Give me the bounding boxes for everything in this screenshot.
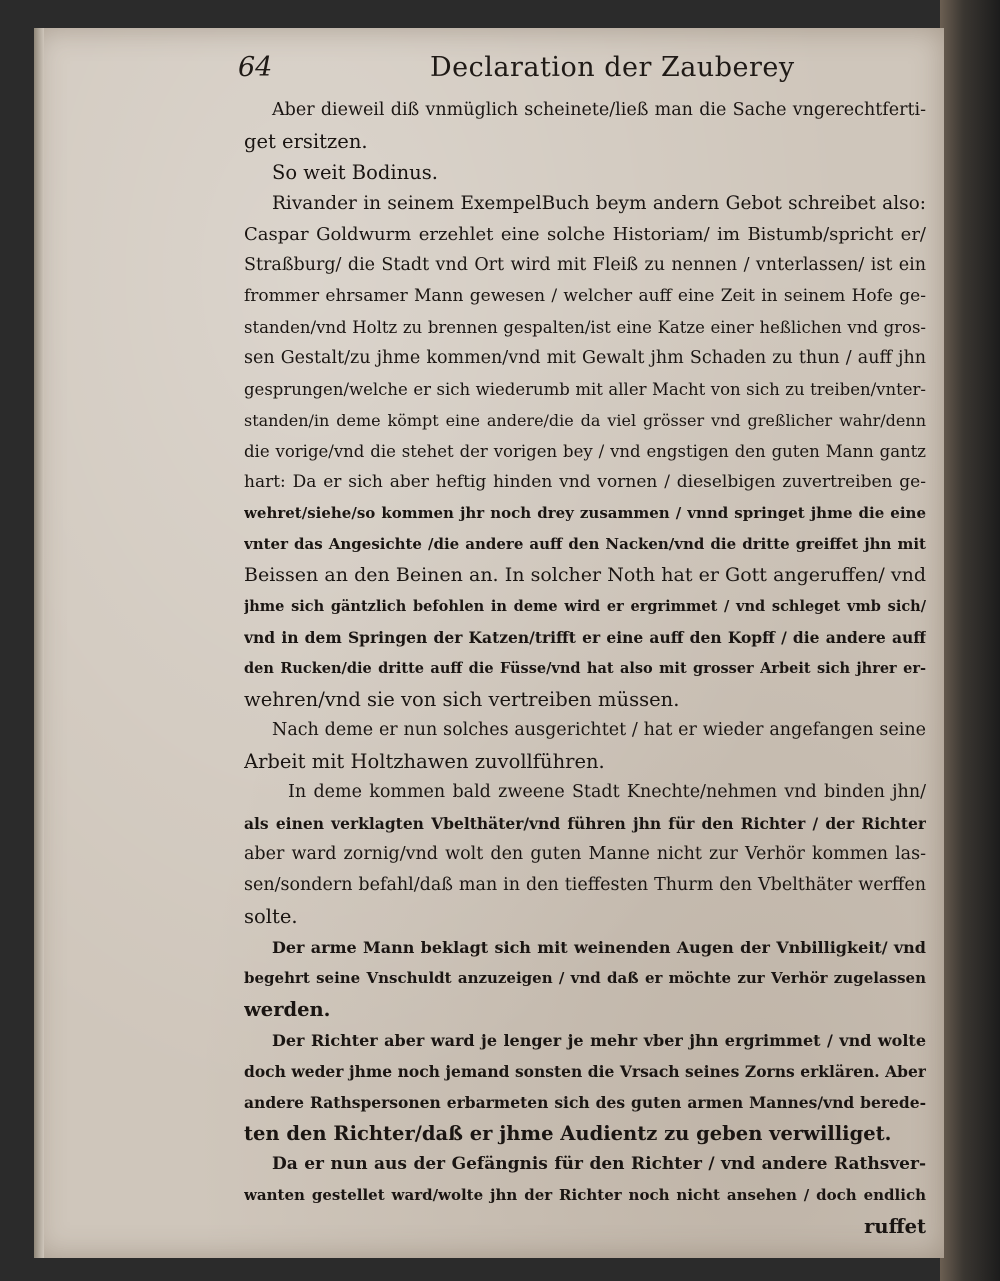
text-line: vnter das Angesichte /die andere auff den Nacken/vnd die dritte greiffet jhn mit [244, 535, 926, 553]
text-line: wehren/vnd sie von sich vertreiben müssen. [244, 688, 680, 711]
text-line: Rivander in seinem ExempelBuch beym andern Gebot schreibet also: [272, 193, 926, 214]
page-edge [34, 28, 44, 1258]
text-line: standen/in deme kömpt eine andere/die da viel grösser vnd greßlicher wahr/denn [244, 411, 926, 430]
text-line: doch weder jhme noch jemand sonsten die Vrsach seines Zorns erklären. Aber [244, 1062, 926, 1081]
text-line: als einen verklagten Vbelthäter/vnd führen jhn für den Richter / der Richter [244, 814, 926, 833]
text-line: sen Gestalt/zu jhme kommen/vnd mit Gewalt jhm Schaden zu thun / auff jhn [244, 348, 926, 368]
text-line: wanten gestellet ward/wolte jhn der Richter noch nicht ansehen / doch endlich [244, 1186, 926, 1204]
text-line: solte. [244, 905, 298, 928]
text-line: Straßburg/ die Stadt vnd Ort wird mit Fleiß zu nennen / vnterlassen/ ist ein [244, 255, 926, 275]
text-line: frommer ehrsamer Mann gewesen / welcher auff eine Zeit in seinem Hofe ge- [244, 286, 926, 306]
text-line: Arbeit mit Holtzhawen zuvollführen. [244, 750, 605, 773]
text-line: aber ward zornig/vnd wolt den guten Manne nicht zur Verhör kommen las- [244, 844, 926, 864]
text-line: begehrt seine Vnschuldt anzuzeigen / vnd daß er möchte zur Verhör zugelassen [244, 969, 926, 987]
text-line: So weit Bodinus. [272, 161, 438, 184]
text-line: die vorige/vnd die stehet der vorigen bey / vnd engstigen den guten Mann gantz [244, 442, 926, 461]
text-line: standen/vnd Holtz zu brennen gespalten/ist eine Katze einer heßlichen vnd gros- [244, 318, 926, 337]
text-line: Nach deme er nun solches ausgerichtet / hat er wieder angefangen seine [272, 720, 926, 740]
text-line: wehret/siehe/so kommen jhr noch drey zusammen / vnnd springet jhme die eine [244, 504, 926, 522]
text-line: Aber dieweil diß vnmüglich scheinete/ließ man die Sache vngerechtferti- [272, 100, 926, 120]
text-line: gesprungen/welche er sich wiederumb mit aller Macht von sich zu treiben/vnter- [244, 380, 926, 399]
text-line: sen/sondern befahl/daß man in den tieffesten Thurm den Vbelthäter werffen [244, 875, 926, 895]
text-line: Da er nun aus der Gefängnis für den Richter / vnd andere Rathsver- [272, 1154, 926, 1174]
text-line: den Rucken/die dritte auff die Füsse/vnd hat also mit grosser Arbeit sich jhrer er- [244, 660, 926, 677]
page-number: 64 [238, 52, 273, 83]
catchword: ruffet [864, 1215, 926, 1238]
running-title: Declaration der Zauberey [430, 52, 795, 83]
text-line: werden. [244, 998, 331, 1021]
text-line: get ersitzen. [244, 130, 368, 153]
text-line: jhme sich gäntzlich befohlen in deme wird er ergrimmet / vnd schleget vmb sich/ [244, 598, 926, 615]
page-header [238, 52, 938, 92]
body-text [244, 95, 926, 1242]
text-line: ten den Richter/daß er jhme Audientz zu geben verwilliget. [244, 1122, 892, 1145]
text-line: Caspar Goldwurm erzehlet eine solche Historiam/ im Bistumb/spricht er/ [244, 224, 926, 245]
text-line: Beissen an den Beinen an. In solcher Noth hat er Gott angeruffen/ vnd [244, 564, 926, 586]
text-line: Der arme Mann beklagt sich mit weinenden Augen der Vnbilligkeit/ vnd [272, 938, 926, 957]
text-line: In deme kommen bald zweene Stadt Knechte/nehmen vnd binden jhn/ [288, 782, 926, 802]
text-line: Der Richter aber ward je lenger je mehr vber jhn ergrimmet / vnd wolte [272, 1031, 926, 1050]
text-line: andere Rathspersonen erbarmeten sich des guten armen Mannes/vnd berede- [244, 1093, 926, 1112]
text-line: hart: Da er sich aber heftig hinden vnd vornen / dieselbigen zuvertreiben ge- [244, 472, 926, 492]
text-line: vnd in dem Springen der Katzen/trifft er eine auff den Kopff / die andere auff [244, 628, 926, 647]
book-binding [940, 0, 1000, 1281]
